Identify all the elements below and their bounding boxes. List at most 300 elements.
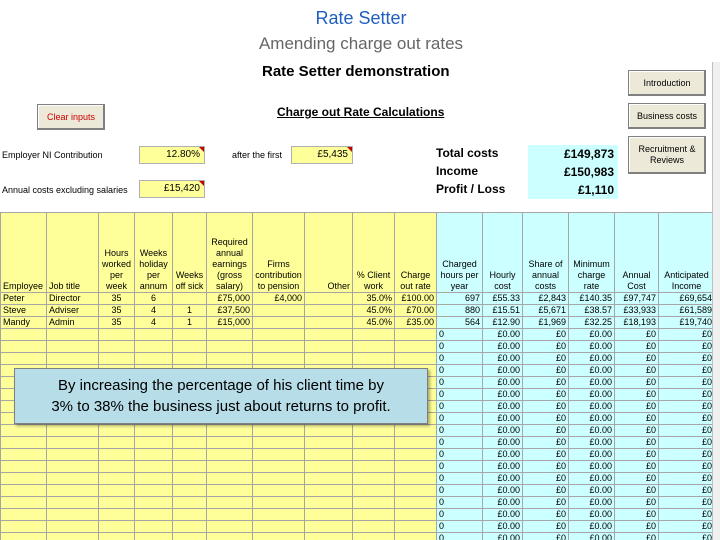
sheet-title: Rate Setter demonstration (262, 63, 450, 80)
table-cell[interactable] (1, 449, 47, 461)
table-cell[interactable]: £15,000 (207, 317, 253, 329)
table-cell[interactable] (305, 293, 353, 305)
table-cell: £0 (615, 437, 659, 449)
table-cell[interactable] (135, 473, 173, 485)
table-cell[interactable] (253, 497, 305, 509)
table-cell[interactable] (395, 449, 437, 461)
table-cell[interactable] (47, 437, 99, 449)
table-cell: £0 (659, 485, 715, 497)
profit-loss-label: Profit / Loss (436, 182, 506, 196)
table-cell[interactable] (47, 473, 99, 485)
slide-subtitle: Amending charge out rates (258, 34, 464, 53)
table-cell[interactable] (305, 317, 353, 329)
table-cell[interactable] (47, 341, 99, 353)
column-header: Annual Cost (615, 213, 659, 293)
table-cell[interactable] (47, 425, 99, 437)
table-cell[interactable] (395, 329, 437, 341)
table-cell[interactable] (47, 461, 99, 473)
table-cell[interactable]: Director (47, 293, 99, 305)
threshold-input[interactable] (291, 146, 353, 164)
table-cell[interactable] (173, 473, 207, 485)
table-cell[interactable] (207, 485, 253, 497)
table-cell[interactable] (207, 533, 253, 540)
table-cell[interactable] (207, 449, 253, 461)
table-cell[interactable]: 35 (99, 305, 135, 317)
clear-inputs-button[interactable]: Clear inputs (37, 104, 105, 130)
table-cell[interactable] (253, 473, 305, 485)
table-cell[interactable]: 35.0% (353, 293, 395, 305)
table-cell[interactable] (99, 437, 135, 449)
table-cell: £0 (523, 449, 569, 461)
table-cell[interactable]: Admin (47, 317, 99, 329)
table-cell[interactable] (135, 509, 173, 521)
table-cell[interactable] (99, 329, 135, 341)
table-cell: £0 (523, 533, 569, 540)
table-cell: £0 (659, 329, 715, 341)
total-costs-value: £149,873 (528, 145, 618, 163)
table-row-empty (1, 521, 715, 533)
table-cell: 0 (437, 341, 483, 353)
table-cell[interactable]: Peter (1, 293, 47, 305)
table-cell[interactable] (207, 425, 253, 437)
table-cell[interactable] (135, 353, 173, 365)
table-cell[interactable] (305, 353, 353, 365)
table-cell: £0.00 (569, 401, 615, 413)
table-cell: £0.00 (483, 365, 523, 377)
table-cell: 0 (437, 425, 483, 437)
table-cell: £0.00 (483, 497, 523, 509)
table-cell[interactable] (99, 473, 135, 485)
table-cell: £0 (523, 497, 569, 509)
table-cell[interactable] (99, 425, 135, 437)
table-cell: 0 (437, 389, 483, 401)
table-cell: 0 (437, 353, 483, 365)
table-cell[interactable] (305, 461, 353, 473)
table-cell: £0 (659, 461, 715, 473)
table-cell[interactable] (305, 329, 353, 341)
table-cell: 0 (437, 533, 483, 540)
column-header: Anticipated Income (659, 213, 715, 293)
threshold-label: after the first (232, 150, 283, 160)
total-costs-label: Total costs (436, 146, 499, 160)
table-cell[interactable] (99, 461, 135, 473)
table-cell: 0 (437, 521, 483, 533)
table-cell[interactable] (395, 425, 437, 437)
table-cell[interactable] (305, 425, 353, 437)
table-cell: £0.00 (569, 509, 615, 521)
table-cell: £0.00 (483, 341, 523, 353)
table-cell: £0 (523, 329, 569, 341)
table-cell[interactable] (135, 437, 173, 449)
table-cell: £0 (523, 413, 569, 425)
table-cell: £0.00 (483, 377, 523, 389)
table-cell[interactable] (173, 425, 207, 437)
table-cell: £0.00 (483, 521, 523, 533)
table-cell: £0 (615, 485, 659, 497)
table-cell: £0 (659, 497, 715, 509)
table-cell[interactable] (395, 437, 437, 449)
vertical-scrollbar[interactable] (712, 62, 720, 540)
table-cell[interactable] (395, 485, 437, 497)
table-cell: £0.00 (569, 449, 615, 461)
income-label: Income (436, 164, 479, 178)
table-cell[interactable] (173, 293, 207, 305)
table-cell[interactable] (207, 329, 253, 341)
table-cell: £0.00 (483, 389, 523, 401)
table-cell: £32.25 (569, 317, 615, 329)
table-cell[interactable]: £70.00 (395, 305, 437, 317)
table-cell: £0 (659, 437, 715, 449)
table-cell[interactable] (353, 449, 395, 461)
table-cell[interactable] (353, 329, 395, 341)
table-row-empty (1, 473, 715, 485)
table-cell[interactable] (1, 485, 47, 497)
table-cell: £0 (659, 533, 715, 540)
table-cell[interactable]: 35 (99, 317, 135, 329)
table-cell[interactable]: 4 (135, 317, 173, 329)
table-row-empty (1, 485, 715, 497)
table-cell: £0 (615, 449, 659, 461)
table-cell[interactable] (173, 353, 207, 365)
table-cell: 0 (437, 377, 483, 389)
table-cell[interactable] (1, 509, 47, 521)
table-cell: £0 (523, 341, 569, 353)
table-cell[interactable] (173, 437, 207, 449)
employer-ni-label: Employer NI Contribution (2, 150, 103, 160)
table-cell[interactable] (253, 449, 305, 461)
table-row-empty (1, 437, 715, 449)
table-cell: £0 (615, 353, 659, 365)
table-cell[interactable] (173, 449, 207, 461)
table-cell[interactable] (1, 461, 47, 473)
table-cell[interactable] (207, 473, 253, 485)
table-cell: £0.00 (483, 329, 523, 341)
table-cell[interactable] (47, 329, 99, 341)
table-cell[interactable] (135, 425, 173, 437)
sheet-subtitle: Charge out Rate Calculations (277, 105, 445, 119)
table-cell[interactable] (207, 497, 253, 509)
table-cell[interactable] (253, 329, 305, 341)
table-cell: £5,671 (523, 305, 569, 317)
table-cell: £0.00 (569, 365, 615, 377)
table-cell[interactable] (253, 521, 305, 533)
table-cell[interactable] (1, 533, 47, 540)
table-cell: £0.00 (569, 353, 615, 365)
table-cell[interactable] (253, 461, 305, 473)
column-header: Share of annual costs (523, 213, 569, 293)
table-cell: £0 (523, 353, 569, 365)
table-cell[interactable] (207, 461, 253, 473)
table-cell[interactable]: £75,000 (207, 293, 253, 305)
introduction-button[interactable]: Introduction (628, 70, 706, 96)
table-cell: £19,740 (659, 317, 715, 329)
table-cell[interactable] (173, 509, 207, 521)
table-cell: £0 (615, 521, 659, 533)
table-cell[interactable] (1, 353, 47, 365)
table-cell[interactable] (47, 533, 99, 540)
slide-title: Rate Setter (315, 8, 407, 28)
recruitment-reviews-button[interactable] (628, 136, 706, 174)
table-cell[interactable] (47, 353, 99, 365)
table-cell: £0 (615, 461, 659, 473)
table-cell: £0 (615, 509, 659, 521)
column-header: Other (305, 213, 353, 293)
table-cell[interactable] (353, 473, 395, 485)
column-header: Weeks holiday per annum (135, 213, 173, 293)
table-cell[interactable] (353, 485, 395, 497)
table-cell[interactable]: Steve (1, 305, 47, 317)
employer-ni-value: 12.80% (166, 149, 200, 160)
business-costs-button[interactable]: Business costs (628, 103, 706, 129)
table-cell[interactable] (1, 341, 47, 353)
table-cell: £1,969 (523, 317, 569, 329)
table-cell[interactable] (305, 305, 353, 317)
table-cell[interactable] (135, 485, 173, 497)
table-cell[interactable]: 45.0% (353, 305, 395, 317)
table-cell[interactable] (395, 341, 437, 353)
table-cell[interactable] (305, 533, 353, 540)
table-cell[interactable] (305, 437, 353, 449)
table-cell: £0.00 (483, 413, 523, 425)
employer-ni-input[interactable] (139, 146, 205, 164)
table-cell[interactable] (99, 497, 135, 509)
table-cell[interactable] (305, 341, 353, 353)
table-cell: £0 (615, 341, 659, 353)
table-cell: 697 (437, 293, 483, 305)
table-cell[interactable] (353, 353, 395, 365)
table-cell[interactable] (305, 497, 353, 509)
table-cell[interactable] (395, 353, 437, 365)
table-cell: £0 (523, 425, 569, 437)
table-cell: £55.33 (483, 293, 523, 305)
table-cell[interactable] (253, 353, 305, 365)
table-cell: £0 (659, 413, 715, 425)
table-cell[interactable] (253, 341, 305, 353)
annual-costs-value: £15,420 (163, 183, 200, 194)
callout-line1: By increasing the percentage of his client time by (57, 377, 384, 394)
table-cell: 0 (437, 461, 483, 473)
table-cell: £0 (659, 425, 715, 437)
table-row (1, 317, 715, 329)
table-cell[interactable]: Mandy (1, 317, 47, 329)
table-cell[interactable] (173, 497, 207, 509)
table-cell[interactable] (47, 449, 99, 461)
table-cell: 0 (437, 509, 483, 521)
table-cell: £0 (523, 437, 569, 449)
table-cell[interactable] (207, 437, 253, 449)
table-cell[interactable] (353, 509, 395, 521)
table-cell[interactable] (173, 485, 207, 497)
table-cell[interactable] (207, 353, 253, 365)
table-cell: £69,654 (659, 293, 715, 305)
table-cell: £0 (523, 389, 569, 401)
table-cell: £18,193 (615, 317, 659, 329)
table-cell[interactable]: £4,000 (253, 293, 305, 305)
table-cell: 564 (437, 317, 483, 329)
table-cell: £0 (523, 509, 569, 521)
table-cell[interactable] (47, 497, 99, 509)
table-cell: 0 (437, 329, 483, 341)
table-cell[interactable] (173, 533, 207, 540)
table-cell[interactable] (1, 521, 47, 533)
table-cell: £0.00 (483, 485, 523, 497)
table-cell[interactable] (99, 485, 135, 497)
table-cell: £140.35 (569, 293, 615, 305)
table-cell[interactable]: £35.00 (395, 317, 437, 329)
table-cell[interactable] (99, 533, 135, 540)
table-cell: £0 (615, 389, 659, 401)
column-header: Minimum charge rate (569, 213, 615, 293)
table-cell: £0.00 (569, 473, 615, 485)
table-row-empty (1, 461, 715, 473)
table-cell: 0 (437, 449, 483, 461)
table-cell[interactable] (99, 521, 135, 533)
table-cell[interactable] (253, 305, 305, 317)
table-cell[interactable] (305, 473, 353, 485)
table-cell: £38.57 (569, 305, 615, 317)
table-cell[interactable] (353, 497, 395, 509)
table-cell[interactable] (353, 437, 395, 449)
table-cell: £0.00 (569, 425, 615, 437)
table-cell[interactable] (395, 533, 437, 540)
table-cell: £33,933 (615, 305, 659, 317)
table-cell[interactable]: 1 (173, 305, 207, 317)
table-cell: £0 (615, 329, 659, 341)
table-cell: £0.00 (483, 425, 523, 437)
table-cell[interactable]: £100.00 (395, 293, 437, 305)
table-cell: £0 (615, 413, 659, 425)
table-cell[interactable] (353, 521, 395, 533)
table-cell: £0 (659, 401, 715, 413)
table-cell[interactable] (207, 521, 253, 533)
table-cell: £0.00 (569, 497, 615, 509)
table-cell[interactable] (173, 461, 207, 473)
annual-costs-label: Annual costs excluding salaries (2, 185, 128, 195)
table-cell: £0 (659, 353, 715, 365)
table-cell[interactable] (305, 485, 353, 497)
table-row-empty (1, 509, 715, 521)
table-cell[interactable]: 1 (173, 317, 207, 329)
table-cell[interactable] (305, 509, 353, 521)
table-cell[interactable] (47, 521, 99, 533)
table-cell: £0 (523, 485, 569, 497)
table-cell: £0.00 (569, 521, 615, 533)
table-cell: £0.00 (483, 401, 523, 413)
table-cell[interactable] (173, 329, 207, 341)
table-cell[interactable] (395, 461, 437, 473)
table-cell: 0 (437, 413, 483, 425)
table-cell: £0 (659, 449, 715, 461)
table-cell: £0.00 (483, 353, 523, 365)
table-cell[interactable] (395, 473, 437, 485)
profit-loss-value: £1,110 (528, 181, 618, 199)
table-cell[interactable] (1, 497, 47, 509)
column-header: Hourly cost (483, 213, 523, 293)
table-cell[interactable] (395, 497, 437, 509)
table-cell[interactable]: £37,500 (207, 305, 253, 317)
annual-costs-input[interactable] (139, 180, 205, 198)
table-cell[interactable] (305, 521, 353, 533)
table-cell[interactable] (207, 341, 253, 353)
table-cell[interactable] (253, 425, 305, 437)
table-cell[interactable] (253, 437, 305, 449)
table-cell[interactable]: 6 (135, 293, 173, 305)
table-cell[interactable] (135, 521, 173, 533)
table-cell[interactable]: 4 (135, 305, 173, 317)
table-cell[interactable] (253, 317, 305, 329)
table-cell[interactable] (1, 425, 47, 437)
table-cell[interactable] (253, 533, 305, 540)
table-cell: £97,747 (615, 293, 659, 305)
table-cell: £0 (615, 365, 659, 377)
column-header: Job title (47, 213, 99, 293)
table-cell: £0 (523, 473, 569, 485)
table-cell[interactable] (135, 533, 173, 540)
table-cell[interactable]: 35 (99, 293, 135, 305)
table-cell[interactable] (353, 341, 395, 353)
column-header: Employee (1, 213, 47, 293)
table-cell[interactable] (353, 425, 395, 437)
table-cell: £0 (659, 365, 715, 377)
table-cell[interactable]: Adviser (47, 305, 99, 317)
table-cell[interactable] (395, 521, 437, 533)
table-row-empty (1, 353, 715, 365)
table-cell: 880 (437, 305, 483, 317)
table-cell[interactable] (1, 437, 47, 449)
table-cell[interactable] (173, 521, 207, 533)
table-cell[interactable] (1, 473, 47, 485)
column-header: % Client work (353, 213, 395, 293)
table-cell[interactable]: 45.0% (353, 317, 395, 329)
table-cell: £0.00 (483, 449, 523, 461)
table-cell[interactable] (47, 509, 99, 521)
table-cell: £0.00 (569, 437, 615, 449)
table-cell[interactable] (99, 449, 135, 461)
table-row-empty (1, 329, 715, 341)
table-cell[interactable] (353, 461, 395, 473)
table-cell[interactable] (99, 509, 135, 521)
table-row-empty (1, 341, 715, 353)
table-cell[interactable] (253, 485, 305, 497)
table-cell: £0.00 (569, 329, 615, 341)
table-cell: £0.00 (483, 461, 523, 473)
table-cell[interactable] (305, 449, 353, 461)
table-row-empty (1, 425, 715, 437)
recruitment-label-line1: Recruitment & (638, 144, 696, 155)
table-cell: £0 (523, 401, 569, 413)
table-cell[interactable] (1, 329, 47, 341)
table-header-row (1, 213, 715, 293)
table-cell[interactable] (135, 329, 173, 341)
table-cell[interactable] (173, 341, 207, 353)
table-cell: £0 (615, 497, 659, 509)
table-cell[interactable] (207, 509, 253, 521)
table-cell[interactable] (99, 353, 135, 365)
table-cell[interactable] (135, 449, 173, 461)
table-cell[interactable] (253, 509, 305, 521)
table-cell[interactable] (135, 461, 173, 473)
table-cell: £0.00 (569, 389, 615, 401)
table-cell[interactable] (135, 497, 173, 509)
table-cell[interactable] (353, 533, 395, 540)
table-cell[interactable] (395, 509, 437, 521)
table-cell[interactable] (99, 341, 135, 353)
table-cell: £0.00 (483, 473, 523, 485)
table-cell[interactable] (47, 485, 99, 497)
threshold-value: £5,435 (317, 149, 348, 160)
table-cell: £0 (659, 389, 715, 401)
table-cell[interactable] (135, 341, 173, 353)
